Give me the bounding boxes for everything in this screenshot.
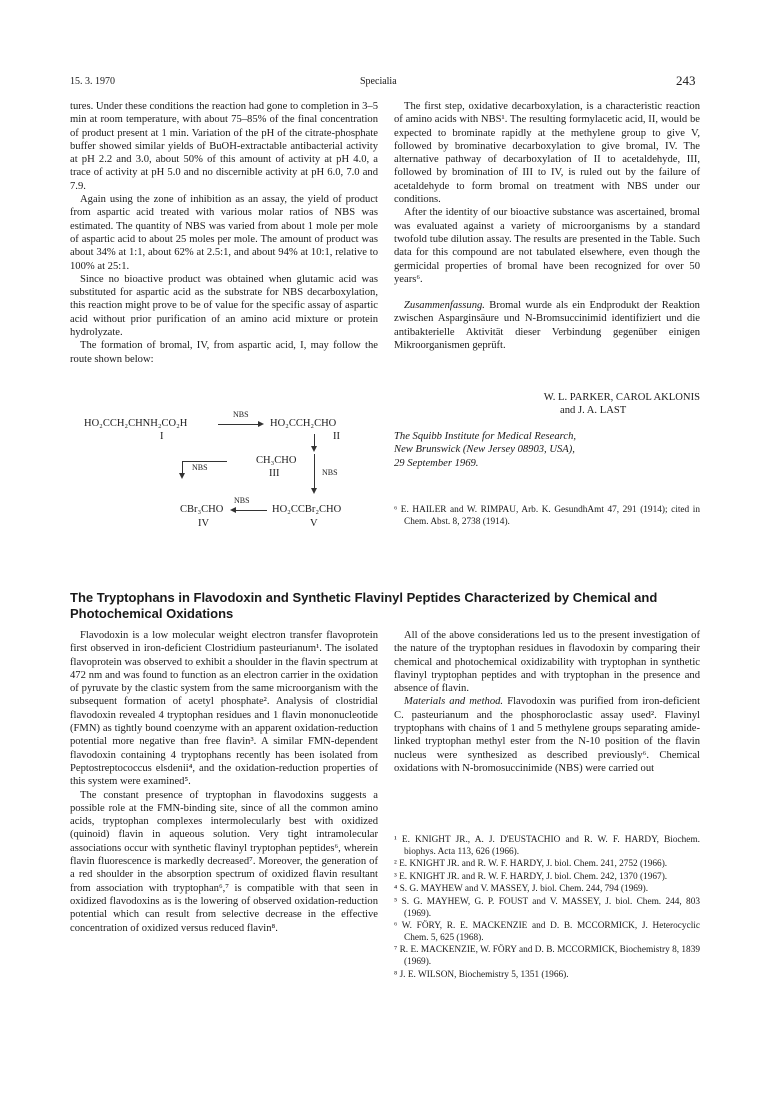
- arrow-down: [314, 454, 315, 490]
- address: [394, 430, 700, 470]
- reagent-label: NBS: [192, 463, 208, 472]
- footnote: ¹ E. KNIGHT JR., A. J. D'EUSTACHIO and R. W. F. HARDY, Biochem. biophys. Acta 113, 626 (1966).: [394, 835, 700, 857]
- reaction-scheme: [70, 410, 380, 540]
- page-date: 15. 3. 1970: [70, 76, 115, 87]
- address-line: New Brunswick (New Jersey 08903, USA),: [394, 444, 575, 456]
- authors-line: W. L. PARKER, CAROL AKLONIS: [543, 392, 700, 403]
- compound-number: IV: [198, 518, 210, 529]
- compound-aspartic-acid: HO₂CCH₂CHNH₂CO₂H: [84, 418, 188, 429]
- paragraph: The formation of bromal, IV, from aspartic acid, I, may follow the route shown below:: [70, 340, 378, 365]
- paragraph: Flavodoxin is a low molecular weight electron transfer flavoprotein first observed in iron-deficient Clostridium pasteurianum¹. The isolated flavoprotein was observed to exhibit a shoulder in the flavin spectrum at 472 nm and was found to function as an electron carrier in the oxidation of pyruvate by the clastic system from the same microorganism with the subsequent formation of acetyl phosphate². Analysis of clostridial flavodoxin revealed 4 tryptophan residues and 1 flavin mononucleotide (FMN) as tightly bound coenzyme with an apparent oxidation-reduction potential more negative than free flavin³. A similar FMN-dependent flavodoxin containing 4 tryptophans recently has been isolated from Peptostreptococcus elsdenii⁴, and the oxidation-reduction properties of this system were examined⁵.: [70, 630, 378, 788]
- paragraph: The constant presence of tryptophan in flavodoxins suggests a possible role at the FMN-binding site, since of all the common amino acids, tryptophan complexes intermolecularly best with oxidized (quinoid) flavin in aqueous solution. Very tight intramolecular associations occur with synthetic flavinyl tryptophan peptides⁶, wherein flavin fluorescence is markedly decreased⁷. Moreover, the generation of a red shoulder in the absorption spectrum of oxidized flavin resultant from association with tryptophan⁶,⁷ is compatible with that seen in oxidized flavodoxins as is the lowering of observed oxidation-reduction potential which can result from selective decrease in the effective concentration of oxidized versus reduced flavin⁸.: [70, 789, 378, 934]
- footnote: ⁴ S. G. MAYHEW and V. MASSEY, J. biol. Chem. 244, 794 (1969).: [394, 884, 649, 895]
- footnote: ⁸ J. E. WILSON, Biochemistry 5, 1351 (1966).: [394, 969, 569, 980]
- compound-dibromo: HO₂CCBr₂CHO: [272, 504, 342, 515]
- footnote: ³ E. KNIGHT JR. and R. W. F. HARDY, J. biol. Chem. 242, 1370 (1967).: [394, 871, 668, 882]
- paragraph: The first step, oxidative decarboxylation, is a characteristic reaction of amino acids with NBS¹. The resulting formylacetic acid, II, would be expected to brominate rapidly at the methylene group to give V, followed by brominative decarboxylation to give bromal, IV. The alternative pathway of decarboxylation of II to acetaldehyde, III, followed by bromination of III to IV, is ruled out by the failure of acetaldehyde to form bromal on treatment with NBS under our conditions.: [394, 101, 700, 206]
- reagent-label: NBS: [233, 410, 249, 419]
- compound-acetaldehyde: CH₃CHO: [256, 455, 297, 466]
- compound-number: II: [333, 431, 340, 442]
- article1-left-column: [70, 100, 378, 366]
- paragraph: Again using the zone of inhibition as an assay, the yield of product from aspartic acid treated with various molar ratios of NBS was estimated. The quantity of NBS was varied from about 1 mole per mole of aspartic acid to about 25 moles per mole. The amount of product was about 34% at 1:1, about 62% at 2.5:1, and about 94% at 10:1, relative to 100% at 25:1.: [70, 194, 378, 272]
- footnote: ⁷ R. E. MACKENZIE, W. FÖRY and D. B. MCCORMICK, Biochemistry 8, 1839 (1969).: [394, 945, 700, 967]
- arrowhead-icon: [179, 473, 185, 479]
- arrowhead-icon: [311, 488, 317, 494]
- arrowhead-icon: [258, 421, 264, 427]
- methods-label: Materials and method.: [404, 696, 504, 708]
- section-name: Specialia: [360, 76, 397, 87]
- arrow-left-line: [182, 461, 227, 462]
- reagent-label: NBS: [234, 496, 250, 505]
- article1-footnotes: [394, 505, 700, 529]
- address-line: The Squibb Institute for Medical Research,: [394, 431, 577, 442]
- article-title: The Tryptophans in Flavodoxin and Synthetic Flavinyl Peptides Characterized by Chemical and Photochemical Oxidations: [70, 590, 658, 621]
- article1-right-column: [394, 100, 700, 352]
- footnote: ² E. KNIGHT JR. and R. W. F. HARDY, J. biol. Chem. 241, 2752 (1966).: [394, 859, 668, 870]
- page-number: 243: [676, 73, 696, 88]
- authors: [460, 391, 700, 418]
- reagent-label: NBS: [322, 468, 338, 477]
- zusammenfassung: [394, 299, 700, 352]
- compound-number: I: [160, 431, 164, 442]
- footnote: ⁶ E. HAILER and W. RIMPAU, Arb. K. GesundhAmt 47, 291 (1914); cited in Chem. Abst. 8, 2738 (1914).: [394, 505, 700, 527]
- compound-bromal: CBr₃CHO: [180, 504, 224, 515]
- zusammenfassung-label: Zusammenfassung.: [404, 300, 485, 312]
- paragraph: All of the above considerations led us to the present investigation of the nature of the tryptophan residues in flavodoxin by comparing their chemical and photochemical oxidizability with tryptophan in synthetic flavinyl tryptophan peptides and with tryptophan in the presence and absence of flavin.: [394, 630, 700, 695]
- article2-left-column: [70, 629, 378, 935]
- paragraph: Since no bioactive product was obtained when glutamic acid was substituted for aspartic acid as the substrate for NBS decarboxylation, this reaction might prove to be of value for the specific assay of aspartic acid without prior purification of an amino acid mixture or protein hydrolyzate.: [70, 273, 378, 339]
- footnote: ⁵ S. G. MAYHEW, G. P. FOUST and V. MASSEY, J. biol. Chem. 244, 803 (1969).: [394, 896, 700, 919]
- article2-footnotes: [394, 835, 700, 982]
- address-line: 29 September 1969.: [394, 457, 479, 469]
- footnote: ⁶ W. FÖRY, R. E. MACKENZIE and D. B. MCCORMICK, J. Heterocyclic Chem. 5, 625 (1968).: [394, 921, 700, 943]
- compound-number: III: [269, 468, 280, 479]
- article2-right-column: [394, 629, 700, 775]
- zusammenfassung-text: Bromal wurde als ein Endprodukt der Reaktion zwischen Asparginsäure und N-Bromsuccinimid identifiziert und die antibakterielle Aktivität dieser Verbindung gegenüber einigen Mikroorganismen geprüft.: [394, 300, 700, 352]
- arrow-right: [218, 424, 262, 425]
- methods-text: Flavodoxin was purified from iron-deficient C. pasteurianum and the phosphoroclastic assay used². Flavinyl tryptophans with chains of 1 and 5 methylene groups separating amide-linked tryptophan methyl ester from the N-10 position of the flavin nucleus were synthesized as described previously⁶. Chemical oxidations with N-bromosuccinimide (NBS) were carried out: [394, 696, 701, 774]
- authors-line: and J. A. LAST: [560, 405, 627, 417]
- paragraph: After the identity of our bioactive substance was ascertained, bromal was evaluated against a variety of microorganisms by a standard twofold tube dilution assay. The results are presented in the Table. Such data for this compound are not tabulated elsewhere, even though the germicidal properties of bromal have been recognized for over 50 years⁶.: [394, 207, 700, 285]
- compound-number: V: [310, 518, 318, 529]
- paragraph-methods: [394, 695, 700, 775]
- arrowhead-icon: [230, 507, 236, 513]
- compound-formylacetic-acid: HO₂CCH₂CHO: [270, 418, 337, 429]
- arrow-left: [233, 510, 267, 511]
- paragraph: tures. Under these conditions the reaction had gone to completion in 3–5 min at room temperature, with about 75–85% of the final concentration of product present at 1 min. Variation of the pH of the citrate-phosphate buffer showed similar yields of BuOH-extractable antibacterial activity at pH 2.2 and 3.0, about 50% of this amount of activity at pH 4.0, a trace of activity at pH 5.0 and no discernible activity at pH 6.0, 7.0 and 7.9.: [70, 101, 378, 192]
- arrowhead-icon: [311, 446, 317, 452]
